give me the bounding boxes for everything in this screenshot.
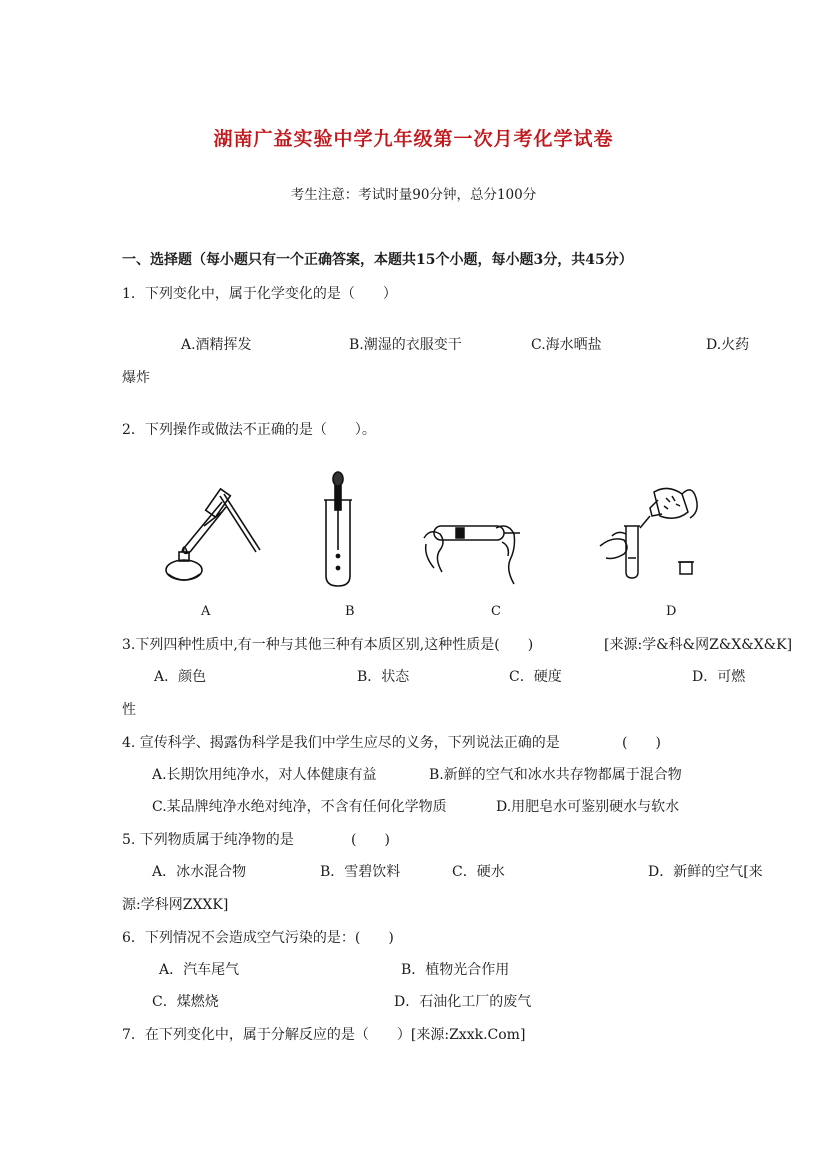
exam-title: 湖南广益实验中学九年级第一次月考化学试卷: [213, 128, 614, 150]
question-5-option-d: D．新鲜的空气[来: [648, 864, 763, 880]
question-5-answer-paren: ( ): [351, 832, 390, 848]
question-1-option-b: B.潮湿的衣服变干: [349, 337, 462, 353]
question-3-option-b: B．状态: [357, 669, 410, 685]
question-1-stem: 1．下列变化中，属于化学变化的是（ ）: [122, 286, 397, 302]
figure-a-heating-apparatus: [160, 482, 270, 592]
figure-d-pouring-liquid: [596, 478, 706, 588]
question-3-option-d: D．可燃: [692, 669, 746, 685]
question-3-option-a: A．颜色: [154, 669, 207, 685]
question-4-stem: 4. 宣传科学、揭露伪科学是我们中学生应尽的义务，下列说法正确的是: [122, 735, 560, 751]
question-1-option-d-wrap: 爆炸: [122, 370, 150, 386]
question-4-option-b: B.新鲜的空气和冰水共存物都属于混合物: [429, 767, 682, 783]
question-3-option-d-wrap: 性: [122, 702, 136, 718]
figure-d-label: D: [666, 604, 677, 619]
figure-c-label: C: [491, 604, 501, 619]
figure-b-label: B: [345, 604, 355, 619]
question-2-stem: 2．下列操作或做法不正确的是（ ）。: [122, 422, 376, 438]
question-6-option-c: C．煤燃烧: [152, 994, 219, 1010]
question-6-option-a: A．汽车尾气: [159, 962, 240, 978]
question-3-source: [来源:学&科&网Z&X&X&K]: [604, 637, 793, 653]
figure-c-hands-holding-tube: [420, 498, 530, 588]
question-4-option-c: C.某品牌纯净水绝对纯净，不含有任何化学物质: [152, 799, 447, 815]
figure-a-label: A: [201, 604, 211, 619]
question-4-option-a: A.长期饮用纯净水，对人体健康有益: [152, 767, 377, 783]
question-1-option-a: A.酒精挥发: [181, 337, 252, 353]
exam-notice: 考生注意：考试时量90分钟，总分100分: [290, 187, 537, 203]
question-5-option-b: B．雪碧饮料: [320, 864, 401, 880]
question-3-stem: 3.下列四种性质中,有一种与其他三种有本质区别,这种性质是( ): [122, 637, 534, 653]
question-3-option-c: C．硬度: [509, 669, 562, 685]
question-5-option-a: A．冰水混合物: [152, 864, 247, 880]
question-5-option-d-wrap: 源:学科网ZXXK]: [122, 897, 229, 913]
question-1-option-d: D.火药: [706, 337, 750, 353]
question-5-option-c: C．硬水: [452, 864, 505, 880]
question-6-option-b: B．植物光合作用: [401, 962, 510, 978]
question-4-answer-paren: ( ): [622, 735, 661, 751]
question-5-stem: 5. 下列物质属于纯净物的是: [122, 832, 294, 848]
figure-b-dropper-test-tube: [318, 470, 358, 592]
question-7-stem: 7．在下列变化中，属于分解反应的是（ ）[来源:Zxxk.Com]: [122, 1027, 526, 1043]
question-4-option-d: D.用肥皂水可鉴别硬水与软水: [496, 799, 680, 815]
question-1-option-c: C.海水晒盐: [531, 337, 602, 353]
section-heading: 一、选择题（每小题只有一个正确答案，本题共15个小题，每小题3分，共45分）: [122, 252, 633, 268]
question-6-stem: 6．下列情况不会造成空气污染的是：( ): [122, 930, 394, 946]
question-6-option-d: D．石油化工厂的废气: [394, 994, 532, 1010]
